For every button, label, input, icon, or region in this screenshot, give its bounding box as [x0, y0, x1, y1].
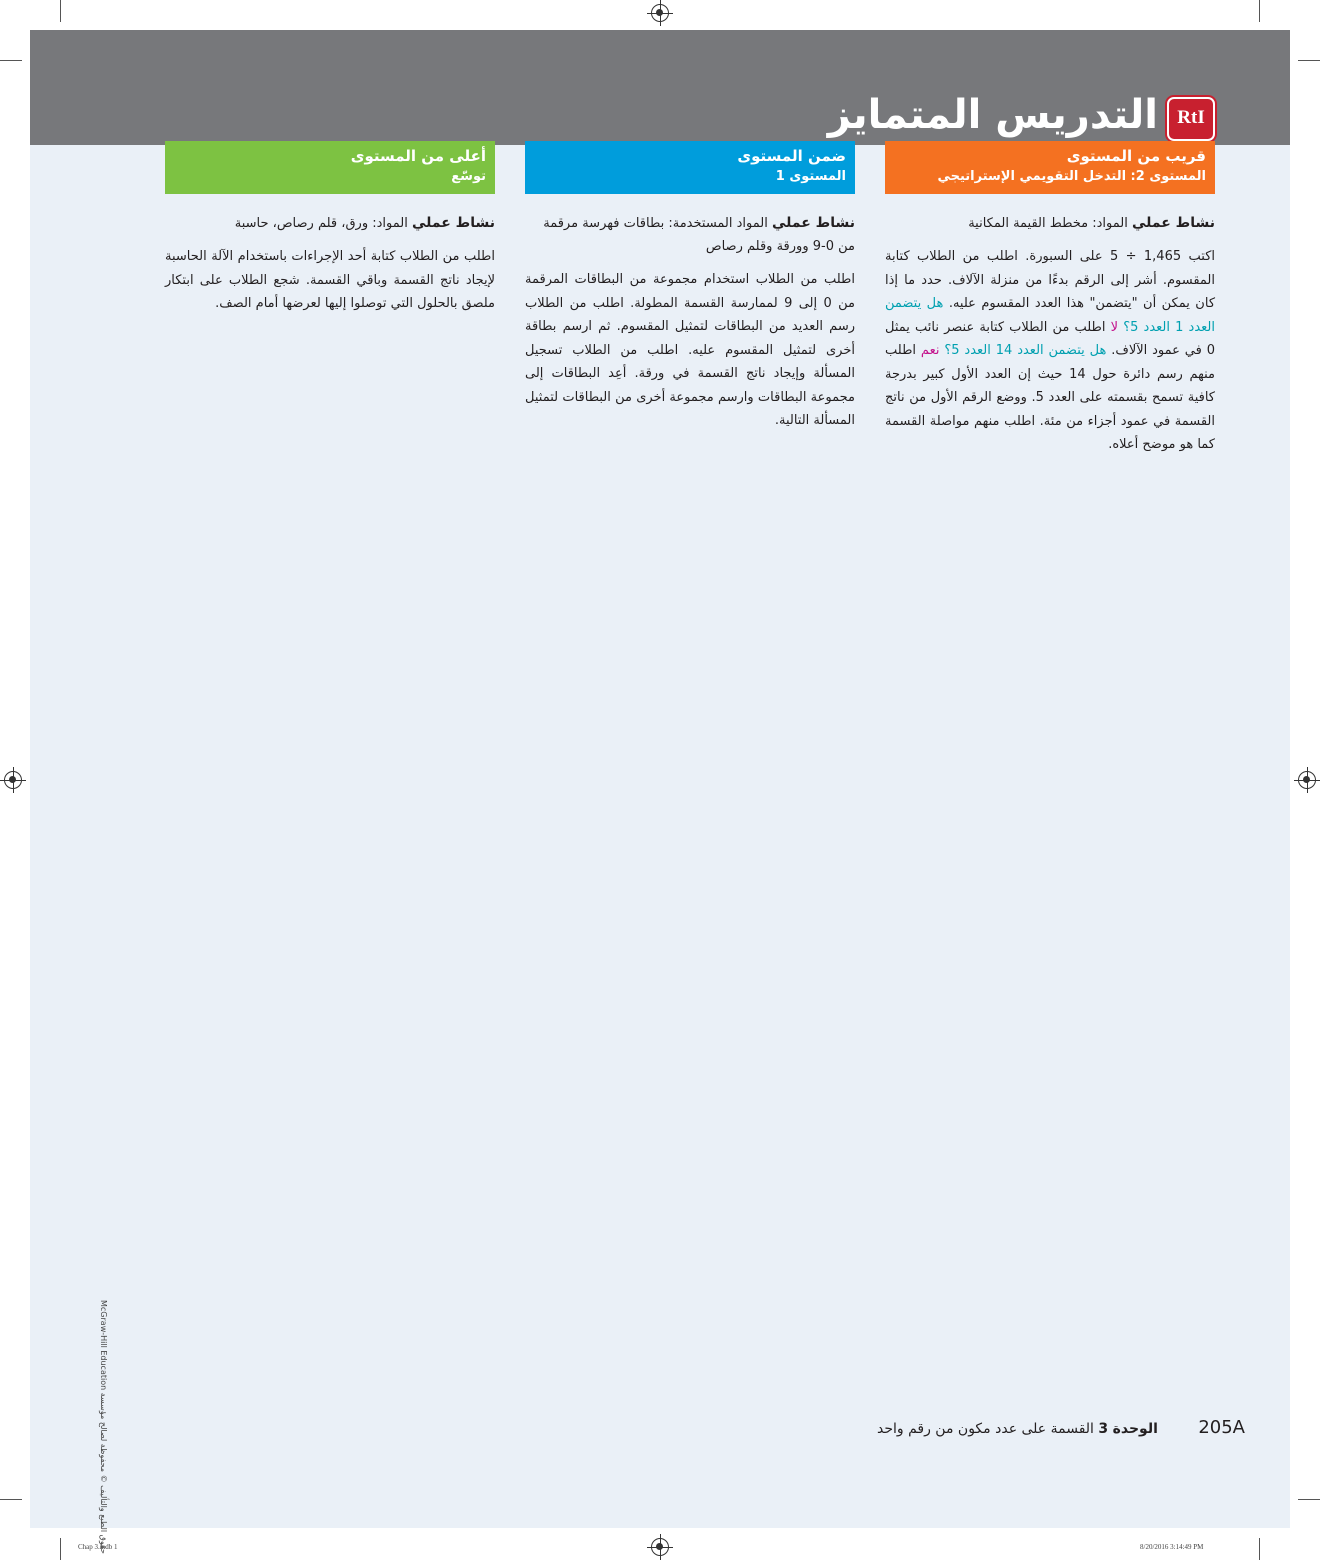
registration-mark-icon — [1298, 771, 1316, 789]
materials-text: المواد المستخدمة: بطاقات فهرسة مرقمة من 0-9 وورقة وقلم رصاص — [543, 216, 855, 254]
registration-mark-icon — [4, 771, 22, 789]
activity-label: نشاط عملي — [771, 215, 855, 231]
rti-badge: RtI — [1167, 97, 1215, 141]
materials-text: المواد: ورق، قلم رصاص، حاسبة — [234, 216, 408, 231]
page-number: 205A — [1198, 1417, 1245, 1438]
page-footer — [877, 1417, 1245, 1438]
crop-mark — [1259, 1538, 1260, 1560]
column-heading: أعلى من المستوى — [350, 147, 486, 165]
crop-mark — [0, 60, 22, 61]
column-beyond-level — [165, 141, 495, 316]
column-heading: قريب من المستوى — [1066, 147, 1206, 165]
answer-text: نعم — [920, 343, 940, 358]
crop-mark — [1298, 60, 1320, 61]
column-approaching-level — [885, 141, 1215, 457]
materials-text: المواد: مخطط القيمة المكانية — [968, 216, 1128, 231]
column-subheading: المستوى 2: التدخل التقويمي الإستراتيجي — [937, 169, 1206, 184]
column-header — [165, 141, 495, 194]
unit-number: 3 — [1098, 1421, 1109, 1437]
body-text: اكتب 1,465 ÷ 5 على السبورة. اطلب من الطلاب كتابة المقسوم. أشر إلى الرقم بدءًا من منزلة الآلاف. حدد ما إذا كان يمكن أن "يتضمن" هذا العدد المقسوم عليه. — [885, 249, 1216, 311]
header-bar — [30, 30, 1290, 145]
crop-mark — [60, 0, 61, 22]
registration-mark-icon — [651, 4, 669, 22]
activity-label: نشاط عملي — [411, 215, 495, 231]
page-title: التدريس المتمايز — [827, 92, 1158, 138]
column-header — [525, 141, 855, 194]
column-subheading: توسّع — [451, 169, 486, 184]
column-header — [885, 141, 1215, 194]
answer-text: لا — [1110, 319, 1119, 335]
activity-label: نشاط عملي — [1131, 215, 1215, 231]
column-subheading: المستوى 1 — [775, 169, 846, 184]
slug-timestamp: 8/20/2016 3:14:49 PM — [1140, 1543, 1204, 1551]
crop-mark — [1259, 0, 1260, 22]
activity-body: اطلب من الطلاب كتابة أحد الإجراءات باستخدام الآلة الحاسبة لإيجاد ناتج القسمة وباقي القسمة. شجع الطلاب على ابتكار ملصق بالحلول التي توصلوا إليها لعرضها أمام الصف. — [165, 249, 495, 311]
registration-mark-icon — [651, 1538, 669, 1556]
crop-mark — [0, 1499, 22, 1500]
crop-mark — [60, 1538, 61, 1560]
question-text: هل يتضمن العدد 1 العدد 5؟ — [885, 296, 1216, 335]
body-text: اطلب منهم رسم دائرة حول 14 حيث إن العدد الأول كبير بدرجة كافية تسمح بقسمته على العدد 5. ووضع الرقم الأول من ناتج القسمة في عمود أجزاء من مئة. اطلب منهم مواصلة القسمة كما هو موضح أعلاه. — [885, 343, 1215, 452]
unit-title: القسمة على عدد مكون من رقم واحد — [876, 1421, 1094, 1437]
unit-label: الوحدة — [1112, 1421, 1158, 1437]
copyright-notice: حقوق الطبع والتأليف © محفوظة لصالح مؤسسة McGraw-Hill Education — [99, 1300, 108, 1554]
activity-line — [165, 212, 495, 235]
activity-line — [885, 212, 1215, 235]
crop-mark — [1298, 1499, 1320, 1500]
activity-body — [885, 245, 1215, 457]
slug-filename: Chap 3.indb 1 — [78, 1543, 118, 1551]
column-heading: ضمن المستوى — [737, 147, 846, 165]
body-text: اطلب من الطلاب كتابة عنصر نائب يمثل 0 في عمود الآلاف. — [885, 319, 1216, 358]
activity-body: اطلب من الطلاب استخدام مجموعة من البطاقات المرقمة من 0 إلى 9 لممارسة القسمة المطولة. اطلب من الطلاب رسم العديد من البطاقات لتمثيل المقسوم. ثم ارسم بطاقة أخرى لتمثيل المقسوم عليه. اطلب من الطلاب تسجيل المسألة وإيجاد ناتج القسمة في ورقة. أعِد البطاقات إلى مجموعة البطاقات وارسم مجموعة أخرى من البطاقات لتمثيل المسألة التالية. — [525, 272, 855, 428]
question-text: هل يتضمن العدد 14 العدد 5؟ — [944, 343, 1107, 358]
column-on-level — [525, 141, 855, 433]
activity-line — [525, 212, 855, 258]
